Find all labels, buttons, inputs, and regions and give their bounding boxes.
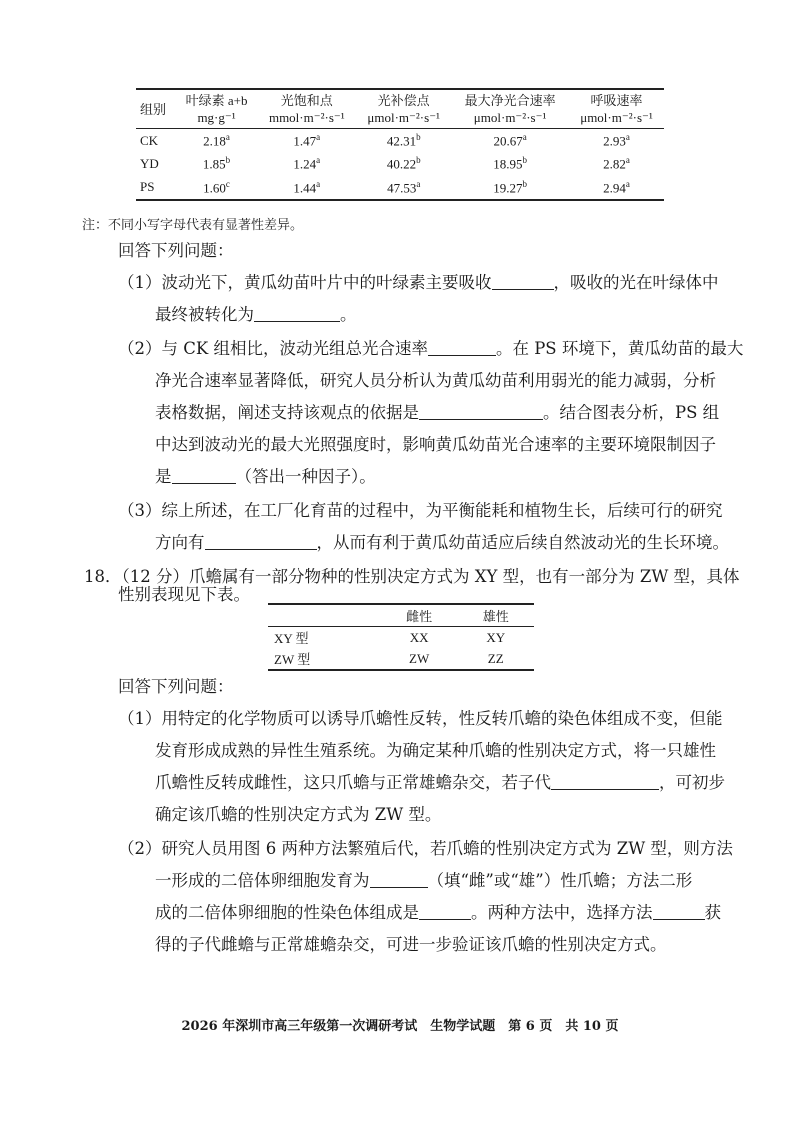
answer-blank[interactable] xyxy=(370,871,428,888)
answer-blank[interactable] xyxy=(419,403,543,420)
q17-part2-line3: 表格数据，阐述支持该观点的依据是 。结合图表分析，PS 组 xyxy=(155,403,720,422)
table-cell: PS xyxy=(140,179,155,195)
table-cell: 2.93$^a$ xyxy=(603,132,630,149)
q18-part1-line1: （1）用特定的化学物质可以诱导爪蟾性反转，性反转爪蟾的染色体组成不变，但能 xyxy=(118,709,723,728)
q18-intro-line1: 18．（12 分）爪蟾属有一部分物种的性别决定方式为 XY 型，也有一部分为 ZW 型，具体 xyxy=(84,567,740,586)
page-footer: 2026 年深圳市高三年级第一次调研考试 生物学试题 第 6 页 共 10 页 xyxy=(181,1019,619,1034)
table-cell: ZW 型 xyxy=(274,652,311,667)
table-cell: XY xyxy=(486,629,506,645)
answer-blank[interactable] xyxy=(205,533,317,550)
table-cell: ZZ xyxy=(487,650,504,666)
table-row xyxy=(268,627,534,649)
q17-part2-line5: 是 （答出一种因子）。 xyxy=(155,467,376,486)
table-cell: CK xyxy=(140,132,159,148)
q18-intro-line2: 性别表现见下表。 xyxy=(118,585,250,604)
table-row xyxy=(268,648,534,670)
table-cell: 19.27$^b$ xyxy=(493,178,527,195)
q17-part1-line1: （1）波动光下，黄瓜幼苗叶片中的叶绿素主要吸收 ，吸收的光在叶绿体中 xyxy=(118,273,719,292)
answer-blank[interactable] xyxy=(254,305,340,322)
table1-header-cell: 最大净光合速率 μmol·m⁻²·s⁻¹ xyxy=(464,93,556,125)
table-cell: XY 型 xyxy=(274,631,309,646)
answer-blank[interactable] xyxy=(653,903,705,920)
q18-part2-line1: （2）研究人员用图 6 两种方法繁殖后代，若爪蟾的性别决定方式为 ZW 型，则方法 xyxy=(118,839,733,858)
table-cell: 42.31$^b$ xyxy=(386,132,421,149)
table-row xyxy=(136,152,664,175)
table2-header-cell: 雌性 xyxy=(406,609,433,624)
answer-blank[interactable] xyxy=(492,273,554,290)
table-cell: 2.82$^a$ xyxy=(603,155,630,172)
table-cell: 1.60$^c$ xyxy=(203,178,230,195)
sex-determination-table xyxy=(268,603,534,671)
q18-part1-line4: 确定该爪蟾的性别决定方式为 ZW 型。 xyxy=(155,805,442,824)
table1-header-cell: 呼吸速率 μmol·m⁻²·s⁻¹ xyxy=(580,93,653,125)
table-cell: 1.24$^a$ xyxy=(293,155,321,172)
table2-header-cell xyxy=(268,604,381,627)
table-cell: 1.47$^a$ xyxy=(293,132,321,149)
q17-part2-line4: 中达到波动光的最大光照强度时，影响黄瓜幼苗光合速率的主要环境限制因子 xyxy=(155,435,716,454)
q18-part2-line4: 得的子代雌蟾与正常雄蟾杂交，可进一步验证该爪蟾的性别决定方式。 xyxy=(155,935,667,954)
table-note: 注：不同小写字母代表有显著性差异。 xyxy=(82,218,304,233)
table-cell: 1.44$^a$ xyxy=(293,178,321,195)
table-cell: YD xyxy=(140,155,159,171)
table-cell: 1.85$^b$ xyxy=(202,155,231,172)
answer-blank[interactable] xyxy=(428,339,496,356)
answer-blank[interactable] xyxy=(551,773,659,790)
q17-part1-line2: 最终被转化为 。 xyxy=(155,305,357,324)
q17-prompt: 回答下列问题： xyxy=(118,241,234,260)
table-cell: 2.18$^a$ xyxy=(203,132,230,149)
table1-header-cell: 光补偿点 μmol·m⁻²·s⁻¹ xyxy=(367,93,440,125)
q17-part2-line1: （2）与 CK 组相比，波动光组总光合速率 。在 PS 环境下，黄瓜幼苗的最大 xyxy=(118,339,744,358)
table-cell: 2.94$^a$ xyxy=(603,178,630,195)
table-row xyxy=(136,176,664,200)
q18-part1-line2: 发育形成成熟的异性生殖系统。为确定某种爪蟾的性别决定方式，将一只雄性 xyxy=(155,741,716,760)
table-cell: XX xyxy=(409,629,429,645)
table-cell: 18.95$^b$ xyxy=(493,155,527,172)
table1-header-cell: 组别 xyxy=(140,101,167,117)
answer-blank[interactable] xyxy=(172,467,236,484)
table1-header-cell: 叶绿素 a+b mg·g⁻¹ xyxy=(185,93,248,125)
table-cell: 40.22$^b$ xyxy=(386,155,421,172)
q17-part3-line2: 方向有 ，从而有利于黄瓜幼苗适应后续自然波动光的生长环境。 xyxy=(155,533,729,552)
q18-prompt: 回答下列问题： xyxy=(118,677,234,696)
table-cell: ZW xyxy=(409,650,430,666)
table-cell: 47.53$^a$ xyxy=(387,178,421,195)
q17-part2-line2: 净光合速率显著降低，研究人员分析认为黄瓜幼苗利用弱光的能力减弱，分析 xyxy=(155,371,716,390)
table-cell: 20.67$^a$ xyxy=(493,132,527,149)
q18-part2-line3: 成的二倍体卵细胞的性染色体组成是 。两种方法中，选择方法 获 xyxy=(155,903,721,922)
q18-part2-line2: 一形成的二倍体卵细胞发育为 （填“雌”或“雄”）性爪蟾；方法二形 xyxy=(155,871,693,890)
table1-header-cell: 光饱和点 mmol·m⁻²·s⁻¹ xyxy=(268,93,345,125)
q18-part1-line3: 爪蟾性反转成雌性，这只爪蟾与正常雄蟾杂交，若子代 ，可初步 xyxy=(155,773,725,792)
q17-part3-line1: （3）综上所述，在工厂化育苗的过程中，为平衡能耗和植物生长，后续可行的研究 xyxy=(118,501,723,520)
table2-header-cell: 雄性 xyxy=(482,609,509,624)
answer-blank[interactable] xyxy=(419,903,471,920)
table-row xyxy=(136,129,664,153)
photosynthesis-data-table xyxy=(136,88,664,201)
